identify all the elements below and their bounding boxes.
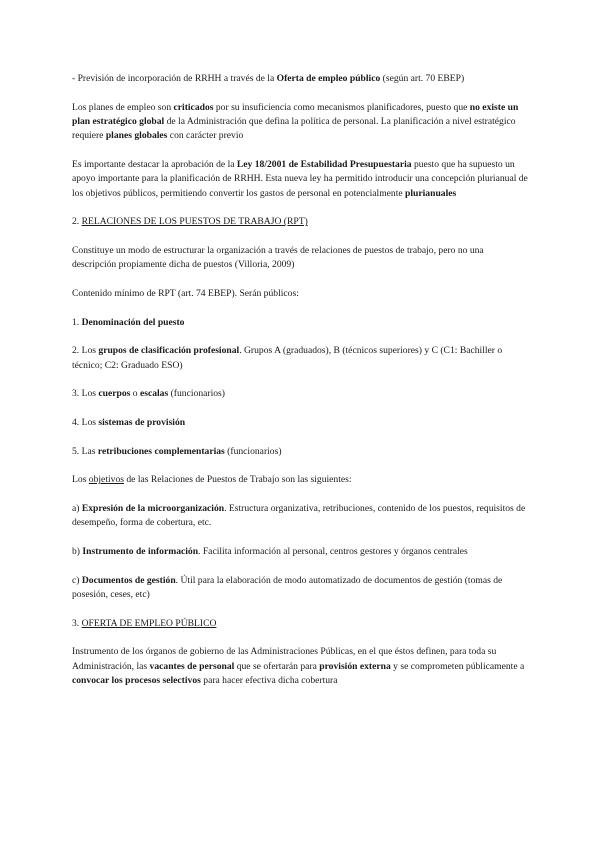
paragraph-heading-oep xyxy=(72,617,528,631)
text-run: (funcionarios) xyxy=(168,388,225,400)
text-run: 2. xyxy=(72,216,82,228)
text-run: 3. xyxy=(72,617,82,629)
bold-text: Oferta de empleo público xyxy=(276,73,381,84)
text-run: Es importante destacar la aprobación de la xyxy=(72,158,237,170)
text-run: Contenido mínimo de RPT (art. 74 EBEP). Serán públicos: xyxy=(72,287,299,299)
text-run: 2. Los xyxy=(72,345,99,357)
underlined-text: OFERTA DE EMPLEO PÚBLICO xyxy=(81,617,217,629)
paragraph-rpt-item-5 xyxy=(72,445,528,459)
paragraph-objetivo-a xyxy=(72,502,528,531)
text-run: c) xyxy=(72,574,82,586)
bold-text: cuerpos xyxy=(98,388,131,400)
text-run: b) xyxy=(72,546,83,558)
text-run: Constituye un modo de estructurar la organización a través de relaciones de puestos de trabajo, pero no una descripción propiamente dicha de puestos (Villoria, 2009) xyxy=(72,244,484,271)
paragraph-rpt-objetivos xyxy=(72,473,528,487)
text-run: . Grupos A (graduados), B (técnicos superiores) y C (C1: Bachiller o técnico; C2: Graduado ESO) xyxy=(72,345,503,371)
bold-text: vacantes de personal xyxy=(149,660,235,672)
bold-text: criticados xyxy=(173,101,214,113)
text-run: . Estructura organizativa, retribuciones, contenido de los puestos, requisitos de desempeño, forma de cobertura, etc. xyxy=(72,503,526,529)
text-run: que se ofertarán para xyxy=(234,660,320,672)
text-run: 3. Los xyxy=(72,388,99,400)
paragraph-rpt-contenido xyxy=(72,287,528,301)
paragraph-rpt-definicion xyxy=(72,244,528,273)
text-run: puesto que ha supuesto un apoyo importante para la planificación de RRHH. Esta nueva ley ha permitido introducir una concepción plurianual de los objetivos públicos, permitiendo convertir los gastos de personal en potencialmente xyxy=(72,158,528,199)
bold-text: Ley 18/2001 de Estabilidad Presupuestaria xyxy=(236,158,412,170)
paragraph-heading-rpt xyxy=(72,215,528,229)
bold-text: Documentos de gestión xyxy=(81,574,176,586)
text-run: (funcionarios) xyxy=(224,445,282,457)
text-run: 5. Las xyxy=(72,445,98,457)
text-run: . Útil para la elaboración de modo automatizado de documentos de gestión (tomas de posesión, ceses, etc) xyxy=(72,574,503,600)
bold-text: no existe un plan estratégico global xyxy=(72,101,519,127)
bold-text: Expresión de la microorganización xyxy=(81,503,225,515)
bold-text: Instrumento de información xyxy=(82,546,199,558)
text-run: a) xyxy=(72,503,82,515)
paragraph-planes-criticados xyxy=(72,101,528,144)
bold-text: planes globales xyxy=(105,130,168,142)
bold-text: retribuciones complementarias xyxy=(97,445,225,457)
paragraph-oep-intro xyxy=(72,72,528,86)
underlined-text: RELACIONES DE LOS PUESTOS DE TRABAJO (RPT) xyxy=(81,216,308,228)
text-run: para hacer efectiva dicha cobertura xyxy=(200,674,338,686)
text-run: - Previsión de incorporación de RRHH a través de la xyxy=(72,73,277,84)
text-run: Los xyxy=(72,474,89,486)
text-run: de la Administración que defina la política de personal. La planificación a nivel estratégico requiere xyxy=(72,115,516,142)
bold-text: Denominación del puesto xyxy=(81,316,185,328)
text-run: Instrumento de los órganos de gobierno de las Administraciones Públicas, en el que éstos definen, para toda su Administración, las xyxy=(72,646,497,672)
paragraph-rpt-item-3 xyxy=(72,387,528,401)
paragraph-ley-estabilidad xyxy=(72,158,528,201)
paragraph-objetivo-c xyxy=(72,574,528,603)
text-run: 4. Los xyxy=(72,416,99,428)
text-run: Los planes de empleo son xyxy=(72,101,174,113)
paragraph-objetivo-b xyxy=(72,545,528,559)
paragraph-oep-definicion xyxy=(72,645,528,688)
paragraph-rpt-item-4 xyxy=(72,416,528,430)
text-run: y se comprometen públicamente a xyxy=(390,660,525,672)
text-run: 1. xyxy=(72,316,82,328)
text-run: . Facilita información al personal, centros gestores y órganos centrales xyxy=(198,546,468,558)
text-run: por su insuficiencia como mecanismos planificadores, puesto que xyxy=(213,101,470,113)
bold-text: plurianuales xyxy=(405,187,457,199)
bold-text: sistemas de provisión xyxy=(98,416,186,428)
text-run: o xyxy=(130,388,140,400)
text-run: (según art. 70 EBEP) xyxy=(380,73,465,84)
text-run: de las Relaciones de Puestos de Trabajo son las siguientes: xyxy=(123,474,352,486)
paragraph-rpt-item-1 xyxy=(72,316,528,330)
bold-text: escalas xyxy=(139,388,169,400)
bold-text: grupos de clasificación profesional xyxy=(98,345,240,357)
underlined-text: objetivos xyxy=(88,474,124,486)
text-run: con carácter previo xyxy=(167,130,244,142)
bold-text: convocar los procesos selectivos xyxy=(72,674,201,686)
paragraph-rpt-item-2 xyxy=(72,344,528,373)
bold-text: provisión externa xyxy=(319,660,391,672)
